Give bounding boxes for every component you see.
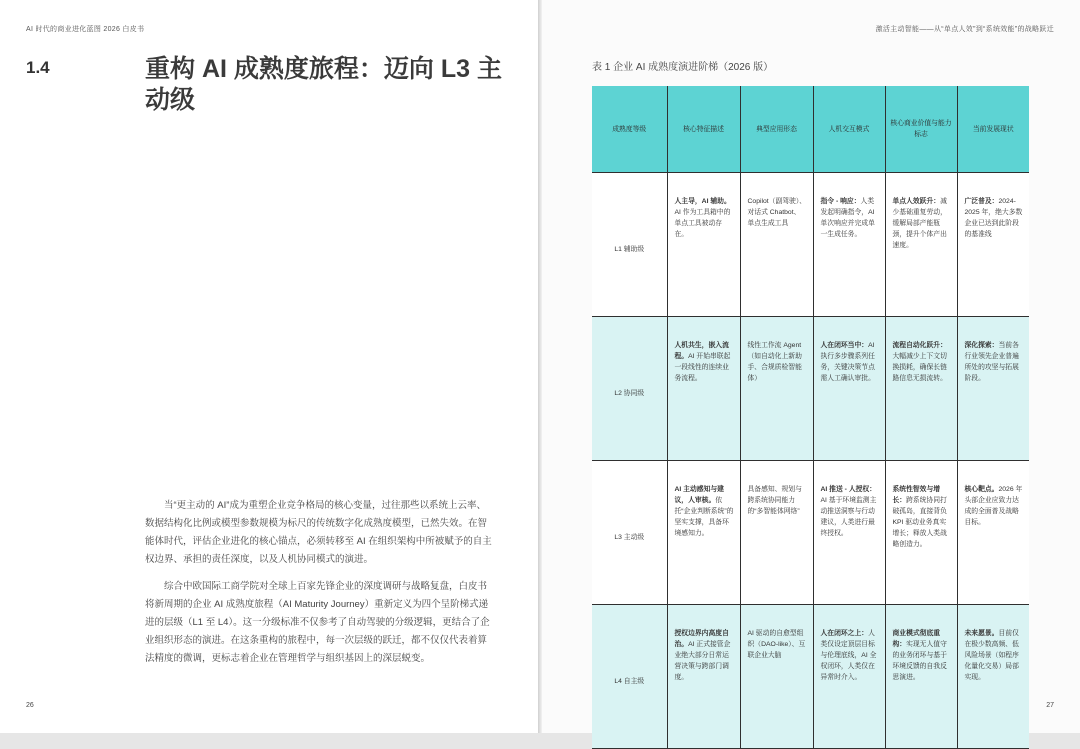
- cell-text: 2024-2025 年，绝大多数企业已达到此阶段的基准线: [964, 198, 1023, 238]
- left-page: [0, 0, 538, 733]
- column-header: 核心商业价值与能力标志: [885, 86, 957, 173]
- cell-text: AI 开始串联起一段线性的连续业务流程。: [674, 353, 731, 382]
- mode-cell: [813, 471, 885, 605]
- cell-lead: 指令 - 响应：: [820, 198, 861, 205]
- value-cell: [885, 615, 957, 749]
- cell-lead: 深化探索：: [964, 342, 999, 349]
- app-cell: 线性工作流 Agent（如自动化上新助手、合规质检智能体）: [740, 327, 813, 461]
- cell-lead: 流程自动化跃升：: [892, 342, 947, 349]
- level-cell: L3 主动级: [592, 471, 667, 605]
- spacer-row: [592, 173, 1029, 184]
- cell-text: AI 正式接管企业绝大部分日常运营决策与跨部门调度。: [674, 641, 731, 681]
- cell-text: 大幅减少上下文切换损耗，确保长链路信息无损流转。: [892, 353, 947, 382]
- table-row: [592, 615, 1029, 749]
- column-header: 典型应用形态: [740, 86, 813, 173]
- column-header: 成熟度等级: [592, 86, 667, 173]
- cell-lead: 核心靶点。: [964, 486, 999, 493]
- section-number: 1.4: [26, 58, 50, 77]
- left-running-head: AI 时代的商业进化蓝图 2026 白皮书: [26, 26, 145, 33]
- cell-lead: 广泛普及：: [964, 198, 999, 205]
- paragraph: 综合中欧国际工商学院对全球上百家先锋企业的深度调研与战略复盘，白皮书将新周期的企业 AI 成熟度旅程（AI Maturity Journey）重新定义为四个呈阶梯式递进的层级（L1 至 L4）。这一分级标准不仅参考了自动驾驶的分级逻辑，更结合了企业组织形态的演进。在这条重构的旅程中，每一次层级的跃迁，都不仅仅代表着算法精度的微调，更标志着企业在管理哲学与组织基因上的深层蜕变。: [145, 581, 490, 664]
- value-cell: [885, 183, 957, 317]
- column-header: 人机交互模式: [813, 86, 885, 173]
- cell-text: 人类仅设定顶层目标与伦理底线，AI 全权闭环，人类仅在异常时介入。: [820, 630, 877, 681]
- cell-lead: 未来愿景。: [964, 630, 999, 637]
- table-caption: 表 1 企业 AI 成熟度演进阶梯（2026 版）: [592, 62, 774, 73]
- cell-text: 依托“企业判断系统”的坚实支撑，具备环境感知力。: [674, 497, 734, 537]
- maturity-table: [592, 86, 1029, 749]
- mode-cell: [813, 327, 885, 461]
- cell-lead: 单点人效跃升：: [892, 198, 941, 205]
- cell-lead: 商业模式彻底重构：: [892, 630, 941, 648]
- cell-text: 实现无人值守的业务闭环与基于环境反馈的自我反思演进。: [892, 641, 947, 681]
- table-row: [592, 327, 1029, 461]
- cell-text: 减少基础重复劳动，缓解局部产能瓶颈，提升个体产出速度。: [892, 198, 947, 249]
- feature-cell: [667, 183, 740, 317]
- cell-text: 目前仅在极少数高频、低风险场景（如程序化量化交易）局部实现。: [964, 630, 1019, 681]
- cell-lead: 人机共生，嵌入流程。: [674, 342, 729, 360]
- app-cell: AI 驱动的自愈型组织（DAO-like）、互联企业大脑: [740, 615, 813, 749]
- table-row: [592, 183, 1029, 317]
- right-running-head: 激活主动智能——从“单点人效”到“系统效能”的战略跃迁: [875, 26, 1054, 33]
- cell-text: 当前各行业领先企业普遍所处的攻坚与拓展阶段。: [964, 342, 1019, 382]
- feature-cell: [667, 471, 740, 605]
- cell-lead: AI 推送 - 人授权：: [820, 486, 877, 493]
- spacer-row: [592, 461, 1029, 472]
- status-cell: [957, 471, 1029, 605]
- feature-cell: [667, 615, 740, 749]
- right-page-number: 27: [1046, 702, 1054, 709]
- value-cell: [885, 471, 957, 605]
- cell-text: 跨系统协同打破孤岛，直接背负 KPI 驱动业务真实增长；释放人类战略创造力。: [892, 497, 947, 548]
- column-header: 当前发展现状: [957, 86, 1029, 173]
- value-cell: [885, 327, 957, 461]
- cell-lead: 人主导，AI 辅助。: [674, 198, 731, 205]
- table-row: [592, 471, 1029, 605]
- right-page: [542, 0, 1080, 733]
- cell-lead: 人在闭环当中：: [820, 342, 869, 349]
- cell-text: AI 执行多步骤系列任务，关键决策节点需人工确认审批。: [820, 342, 875, 382]
- level-cell: L1 辅助级: [592, 183, 667, 317]
- table-header-row: [592, 86, 1029, 173]
- left-page-number: 26: [26, 702, 34, 709]
- cell-lead: 系统性智效与增长：: [892, 486, 941, 504]
- spacer-row: [592, 317, 1029, 328]
- spacer-row: [592, 605, 1029, 616]
- app-cell: 具备感知、规划与跨系统协同能力的“多智能体网络”: [740, 471, 813, 605]
- level-cell: L2 协同级: [592, 327, 667, 461]
- status-cell: [957, 183, 1029, 317]
- cell-lead: AI 主动感知与建议，人审核。: [674, 486, 724, 504]
- status-cell: [957, 327, 1029, 461]
- level-cell: L4 自主级: [592, 615, 667, 749]
- status-cell: [957, 615, 1029, 749]
- cell-text: 2026 年头部企业应致力达成的全面普及战略目标。: [964, 486, 1023, 526]
- cell-lead: 人在闭环之上：: [820, 630, 869, 637]
- paragraph: 当“更主动的 AI”成为重塑企业竞争格局的核心变量，过往那些以系统上云率、数据结构化比例或模型参数规模为标尺的传统数字化成熟度模型，已然失效。在智能体时代，评估企业进化的核心锚点，必须转移至 AI 在组织架构中所被赋予的自主权边界、承担的责任深度，以及人机协同模式的演进。: [145, 500, 492, 565]
- column-header: 核心特征描述: [667, 86, 740, 173]
- app-cell: Copilot（副驾驶）、对话式 Chatbot、单点生成工具: [740, 183, 813, 317]
- body-text: [145, 497, 495, 677]
- feature-cell: [667, 327, 740, 461]
- cell-text: AI 基于环境监测主动推送洞察与行动建议，人类进行最终授权。: [820, 497, 877, 537]
- cell-text: 人类发起明确指令，AI 单次响应并完成单一生成任务。: [820, 198, 875, 238]
- cell-text: AI 作为工具箱中的单点工具被动存在。: [674, 209, 731, 238]
- mode-cell: [813, 183, 885, 317]
- mode-cell: [813, 615, 885, 749]
- section-title: 重构 AI 成熟度旅程：迈向 L3 主动级: [145, 55, 502, 114]
- cell-lead: 授权边界内高度自治。: [674, 630, 729, 648]
